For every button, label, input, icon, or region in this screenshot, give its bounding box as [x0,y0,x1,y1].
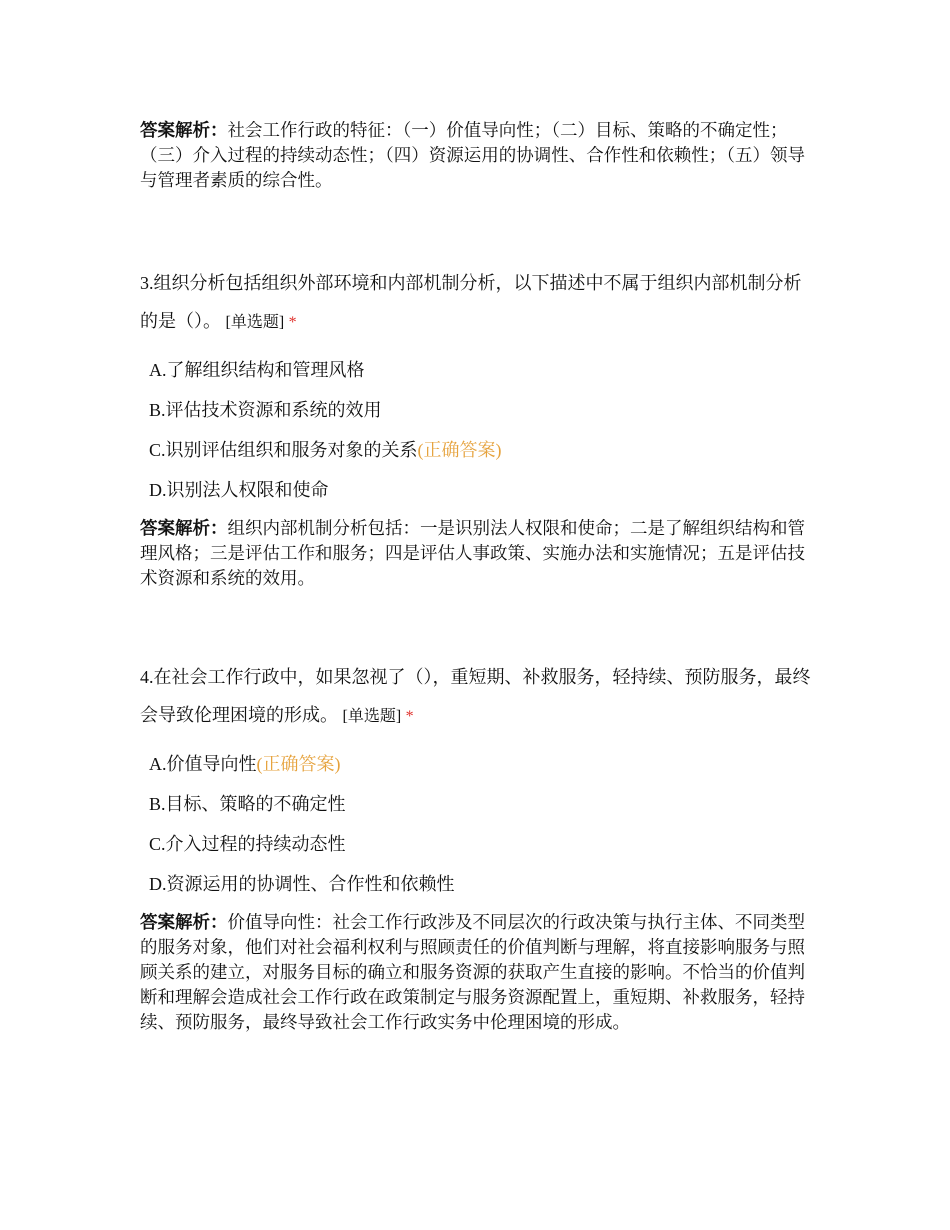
analysis-text [140,517,815,592]
option-c [149,430,815,470]
option-text: C.识别评估组织和服务对象的关系 [149,440,418,460]
analysis-label: 答案解析： [140,121,228,141]
correct-answer-tag: (正确答案) [256,754,341,774]
question-stem [140,658,815,736]
question-stem [140,264,815,342]
question-text: 3.组织分析包括组织外部环境和内部机制分析，以下描述中不属于组织内部机制分析的是（）。 [140,273,802,331]
question-text: 4.在社会工作行政中，如果忽视了（），重短期、补救服务，轻持续、预防服务，最终会导致伦理困境的形成。 [140,667,811,725]
option-a [149,744,815,784]
required-mark: * [288,314,297,331]
option-b [149,390,815,430]
option-b [149,784,815,824]
option-d [149,470,815,510]
analysis-body: 组织内部机制分析包括：一是识别法人权限和使命；二是了解组织结构和管理风格；三是评估工作和服务；四是评估人事政策、实施办法和实施情况；五是评估技术资源和系统的效用。 [140,519,805,589]
option-text: C.介入过程的持续动态性 [149,834,346,854]
option-a [149,350,815,390]
option-text: D.识别法人权限和使命 [149,480,329,500]
option-text: B.评估技术资源和系统的效用 [149,400,382,420]
analysis-label: 答案解析： [140,519,228,539]
correct-answer-tag: (正确答案) [417,440,502,460]
question-type: [单选题] [225,314,285,331]
analysis-text [140,119,815,194]
option-d [149,864,815,904]
option-text: A.了解组织结构和管理风格 [149,360,365,380]
option-text: B.目标、策略的不确定性 [149,794,346,814]
analysis-label: 答案解析： [140,913,228,933]
analysis-block-2 [140,119,815,194]
question-4 [140,658,815,1036]
analysis-body: 价值导向性：社会工作行政涉及不同层次的行政决策与执行主体、不同类型的服务对象，他们对社会福利权利与照顾责任的价值判断与理解，将直接影响服务与照顾关系的建立，对服务目标的确立和服务资源的获取产生直接的影响。不恰当的价值判断和理解会造成社会工作行政在政策制定与服务资源配置上，重短期、补救服务，轻持续、预防服务，最终导致社会工作行政实务中伦理困境的形成。 [140,913,805,1033]
analysis-text [140,911,815,1036]
analysis-body: 社会工作行政的特征：（一）价值导向性；（二）目标、策略的不确定性；（三）介入过程的持续动态性；（四）资源运用的协调性、合作性和依赖性；（五）领导与管理者素质的综合性。 [140,121,805,191]
required-mark: * [405,708,414,725]
question-type: [单选题] [342,708,402,725]
option-text: A.价值导向性 [149,754,257,774]
option-text: D.资源运用的协调性、合作性和依赖性 [149,874,455,894]
question-3 [140,264,815,592]
option-c [149,824,815,864]
